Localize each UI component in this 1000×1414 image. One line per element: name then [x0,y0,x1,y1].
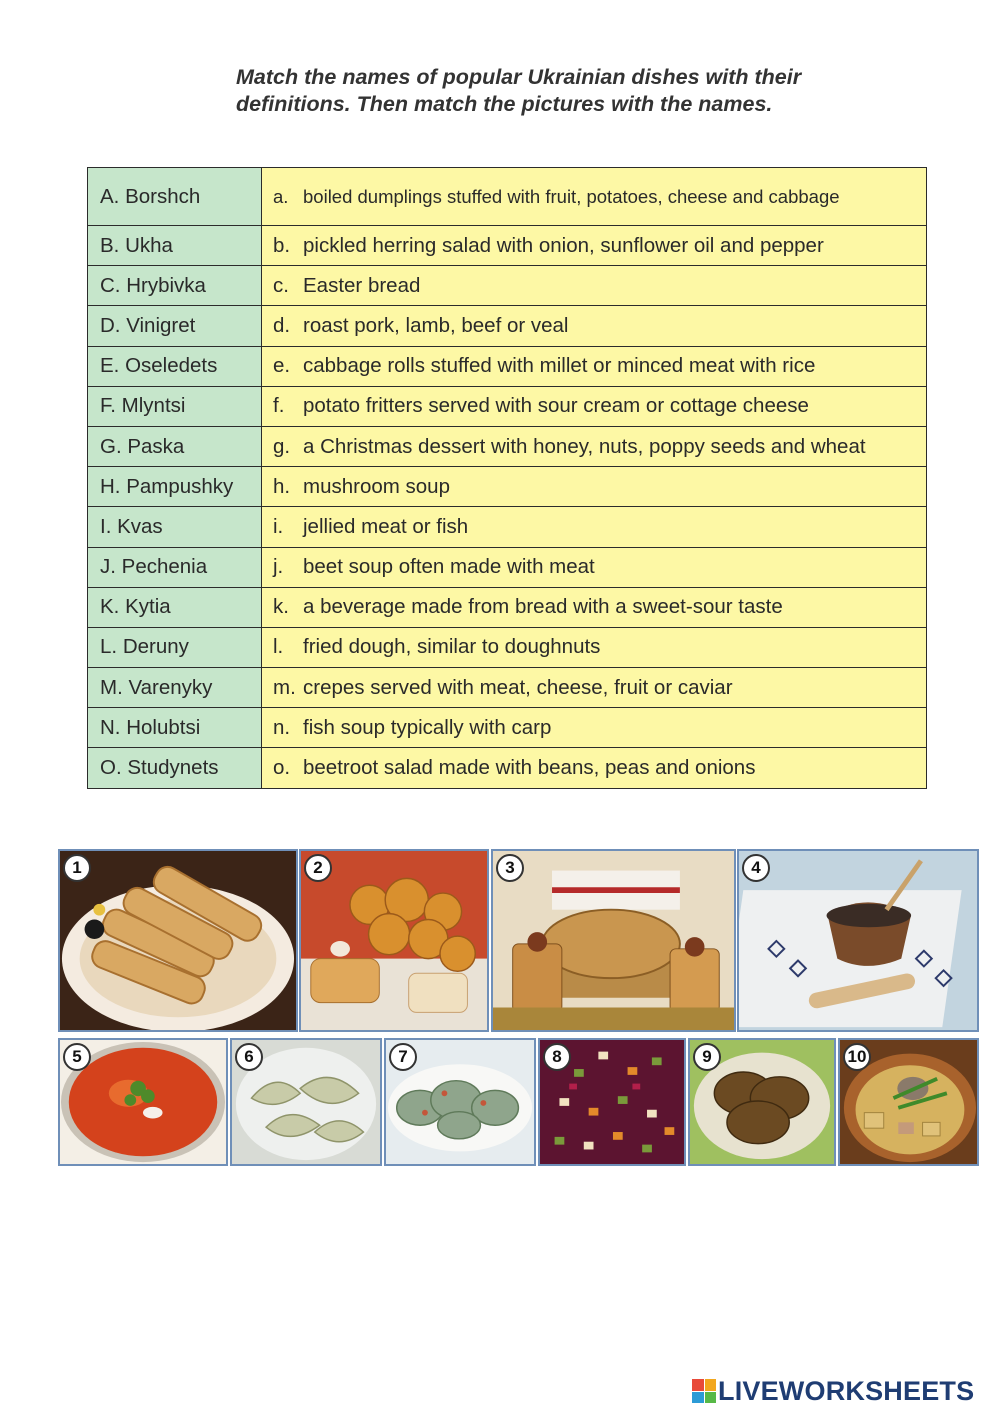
definition-text: beetroot salad made with beans, peas and onions [303,756,756,780]
crepe-rolls-image [60,851,296,1030]
dish-name: Kvas [117,514,163,538]
definition-text: a beverage made from bread with a sweet-sour taste [303,595,783,619]
dish-name-cell [88,507,262,547]
photo-number: 6 [235,1043,263,1071]
dish-letter: M. [100,675,123,699]
definition-letter: j. [273,555,284,579]
matching-table [87,167,927,789]
dish-name: Vinigret [126,313,196,337]
definition-letter: g. [273,434,291,458]
dish-name-cell [88,627,262,667]
definition-cell [262,386,927,426]
dish-name-cell [88,346,262,386]
definition-cell [262,668,927,708]
definition-text: roast pork, lamb, beef or veal [303,313,569,337]
photo-number: 4 [742,854,770,882]
dish-letter: K. [100,595,120,619]
definition-text: fried dough, similar to doughnuts [303,635,601,659]
definition-cell [262,346,927,386]
definition-text: mushroom soup [303,474,450,498]
photo-8 [538,1038,686,1166]
photo-number: 2 [304,854,332,882]
definition-cell [262,226,927,266]
dish-name: Studynets [127,756,219,780]
definition-text: cabbage rolls stuffed with millet or minced meat with rice [303,354,816,378]
table-row [88,266,927,306]
photo-number: 7 [389,1043,417,1071]
dish-letter: C. [100,273,121,297]
dish-letter: G. [100,434,122,458]
definition-cell [262,467,927,507]
dish-name-cell [88,668,262,708]
definition-letter: h. [273,474,291,498]
photo-number: 9 [693,1043,721,1071]
definition-cell [262,748,927,788]
dish-letter: D. [100,313,121,337]
definition-cell [262,306,927,346]
dish-name: Ukha [125,233,173,257]
logo-mark-icon [692,1379,716,1403]
dish-letter: I. [100,514,112,538]
dish-name-cell [88,547,262,587]
definition-cell [262,507,927,547]
dish-name: Mlyntsi [121,394,186,418]
definition-text: crepes served with meat, cheese, fruit or caviar [303,675,733,699]
definition-cell [262,426,927,466]
photo-1 [58,849,298,1032]
photo-number: 1 [63,854,91,882]
photo-2 [299,849,489,1032]
dish-name-cell [88,386,262,426]
table-row [88,587,927,627]
liveworksheets-logo [692,1376,974,1406]
photo-7 [384,1038,536,1166]
dish-name-cell [88,306,262,346]
definition-letter: a. [273,185,289,207]
photo-number: 8 [543,1043,571,1071]
dish-name: Paska [127,434,185,458]
dish-letter: J. [100,555,116,579]
dish-name: Varenyky [128,675,213,699]
easter-breads-image [493,851,734,1030]
dish-name-cell [88,708,262,748]
dish-name: Oseledets [125,354,218,378]
photo-4 [737,849,979,1032]
photo-9 [688,1038,836,1166]
definition-text: potato fritters served with sour cream or cottage cheese [303,394,809,418]
table-row [88,306,927,346]
definition-cell [262,708,927,748]
definition-cell [262,587,927,627]
dish-name-cell [88,748,262,788]
definition-letter: o. [273,756,291,780]
photo-number: 5 [63,1043,91,1071]
dish-name-cell [88,467,262,507]
dish-name: Holubtsi [126,715,201,739]
photo-5 [58,1038,228,1166]
dish-name: Pechenia [121,555,208,579]
dish-letter: A. [100,184,120,208]
dish-name: Kytia [125,595,171,619]
definition-letter: b. [273,233,291,257]
dish-name: Hrybivka [126,273,206,297]
table-row [88,507,927,547]
dish-letter: F. [100,394,116,418]
photo-6 [230,1038,382,1166]
definition-text: boiled dumplings stuffed with fruit, potatoes, cheese and cabbage [303,185,840,207]
table-row [88,168,927,226]
definition-letter: m. [273,675,296,699]
buns-bread-image [301,851,487,1030]
table-row [88,426,927,466]
dish-letter: E. [100,354,120,378]
table-row [88,226,927,266]
dish-name-cell [88,587,262,627]
photo-number: 10 [843,1043,871,1071]
dish-letter: H. [100,474,121,498]
dish-name-cell [88,226,262,266]
photo-3 [491,849,736,1032]
dish-name-cell [88,168,262,226]
photo-number: 3 [496,854,524,882]
definition-letter: l. [273,635,284,659]
dish-name: Deruny [122,635,189,659]
definition-text: pickled herring salad with onion, sunflower oil and pepper [303,233,824,257]
kutia-bowl-image [739,851,977,1030]
photo-10 [838,1038,979,1166]
definition-cell [262,168,927,226]
definition-text: Easter bread [303,273,421,297]
dish-letter: L. [100,635,118,659]
table-row [88,386,927,426]
dish-letter: N. [100,715,121,739]
table-row [88,346,927,386]
table-row [88,627,927,667]
logo-text: LIVEWORKSHEETS [718,1375,975,1406]
table-row [88,708,927,748]
table-row [88,547,927,587]
definition-letter: e. [273,354,291,378]
dish-name: Pampushky [126,474,234,498]
definition-text: a Christmas dessert with honey, nuts, poppy seeds and wheat [303,434,866,458]
definition-cell [262,627,927,667]
instructions-heading: Match the names of popular Ukrainian dishes with their definitions. Then match the pictures with the names. [236,65,802,116]
dish-name-cell [88,426,262,466]
table-row [88,467,927,507]
dish-letter: O. [100,756,122,780]
definition-cell [262,547,927,587]
definition-text: beet soup often made with meat [303,555,595,579]
definition-letter: i. [273,514,284,538]
definition-letter: d. [273,313,291,337]
dish-letter: B. [100,233,120,257]
definition-letter: f. [273,394,285,418]
dish-name-cell [88,266,262,306]
dish-name: Borshch [125,184,201,208]
definition-text: jellied meat or fish [303,514,469,538]
definition-letter: n. [273,715,291,739]
table-row [88,668,927,708]
definition-cell [262,266,927,306]
definition-letter: k. [273,595,289,619]
definition-letter: c. [273,273,289,297]
table-row [88,748,927,788]
definition-text: fish soup typically with carp [303,715,552,739]
